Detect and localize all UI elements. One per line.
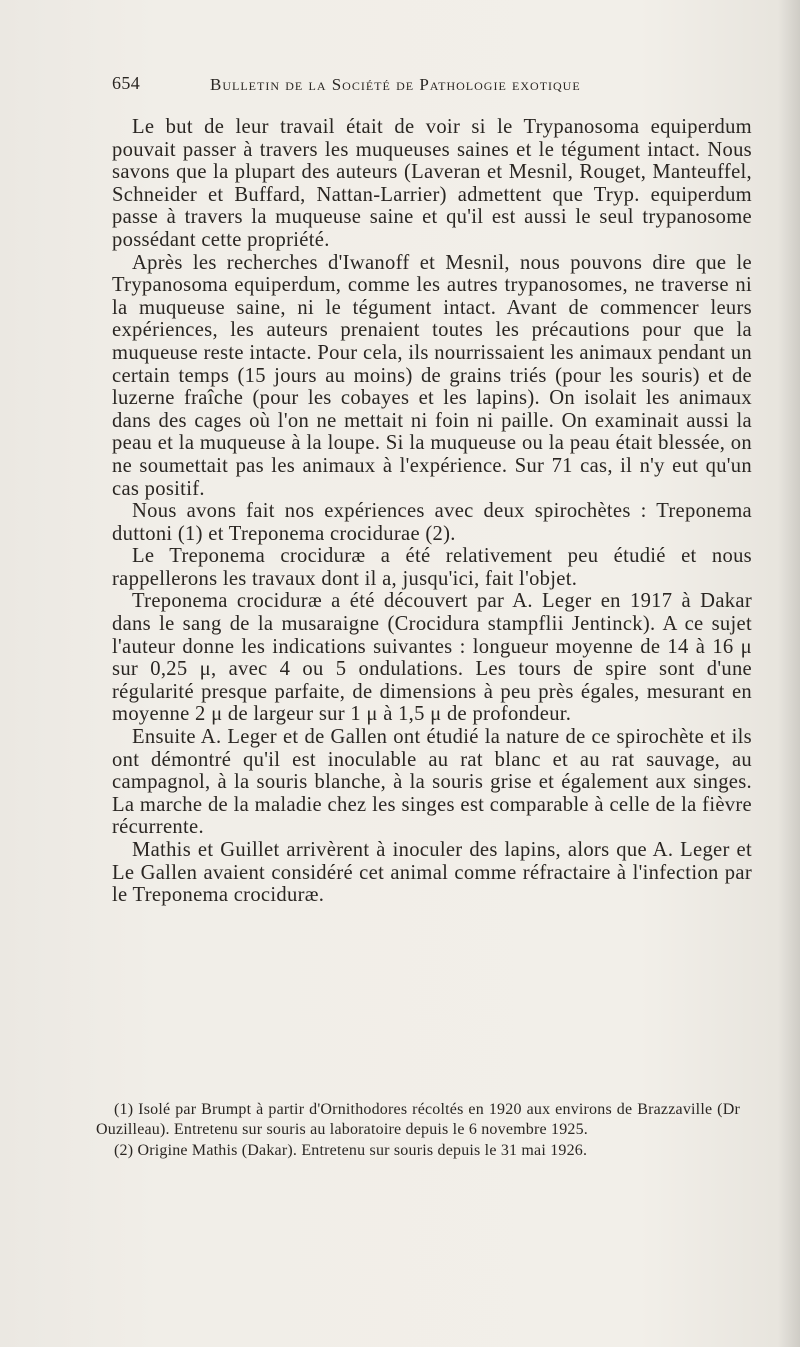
paragraph: Le Treponema crociduræ a été relativement peu étudié et nous rappellerons les travaux dont il a, jusqu'ici, fait l'objet. xyxy=(112,545,752,590)
paragraph: Mathis et Guillet arrivèrent à inoculer des lapins, alors que A. Leger et Le Gallen avaient considéré cet animal comme réfractaire à l'infection par le Treponema crociduræ. xyxy=(112,839,752,907)
paragraph: Nous avons fait nos expériences avec deux spirochètes : Treponema duttoni (1) et Treponema crocidurae (2). xyxy=(112,500,752,545)
footnote: (1) Isolé par Brumpt à partir d'Ornithodores récoltés en 1920 aux environs de Brazzaville (Dr Ouzilleau). Entretenu sur souris au laboratoire depuis le 6 novembre 1925. xyxy=(96,1101,740,1138)
footnote: (2) Origine Mathis (Dakar). Entretenu sur souris depuis le 31 mai 1926. xyxy=(114,1142,588,1159)
footnotes xyxy=(96,1100,740,1161)
page-number: 654 xyxy=(112,73,141,93)
paragraph: Après les recherches d'Iwanoff et Mesnil, nous pouvons dire que le Trypanosoma equiperdum, comme les autres trypanosomes, ne traverse ni la muqueuse saine, ni le tégument intact. Avant de commencer leurs expériences, les auteurs prenaient toutes les précautions pour que la muqueuse reste intacte. Pour cela, ils nourrissaient les animaux pendant un certain temps (15 jours au moins) de grains triés (pour les souris) et de luzerne fraîche (pour les cobayes et les lapins). On isolait les animaux dans des cages où l'on ne mettait ni foin ni paille. On examinait aussi la peau et la muqueuse à la loupe. Si la muqueuse ou la peau était blessée, on ne soumettait pas les animaux à l'expérience. Sur 71 cas, il n'y eut qu'un cas positif. xyxy=(112,251,752,500)
paragraph: Ensuite A. Leger et de Gallen ont étudié la nature de ce spirochète et ils ont démontré qu'il est inoculable au rat blanc et au rat sauvage, au campagnol, à la souris blanche, à la souris grise et également aux singes. La marche de la maladie chez les singes est comparable à celle de la fièvre récurrente. xyxy=(112,726,752,839)
page-binding-shadow xyxy=(778,0,800,1347)
body-text xyxy=(112,116,752,907)
paragraph: Treponema crociduræ a été découvert par A. Leger en 1917 à Dakar dans le sang de la musaraigne (Crocidura stampflii Jentinck). A ce sujet l'auteur donne les indications suivantes : longueur moyenne de 14 à 16 μ sur 0,25 μ, avec 4 ou 5 ondulations. Les tours de spire sont d'une régularité presque parfaite, de dimensions à peu près égales, mesurant en moyenne 2 μ de largeur sur 1 μ à 1,5 μ de profondeur. xyxy=(112,590,752,726)
running-title: Bulletin de la Société de Pathologie exotique xyxy=(210,75,581,94)
paragraph: Le but de leur travail était de voir si le Trypanosoma equiperdum pouvait passer à travers les muqueuses saines et le tégument intact. Nous savons que la plupart des auteurs (Laveran et Mesnil, Rouget, Manteuffel, Schneider et Buffard, Nattan-Larrier) admettent que Tryp. equiperdum passe à travers la muqueuse saine et qu'il est aussi le seul trypanosome possédant cette propriété. xyxy=(112,116,752,251)
